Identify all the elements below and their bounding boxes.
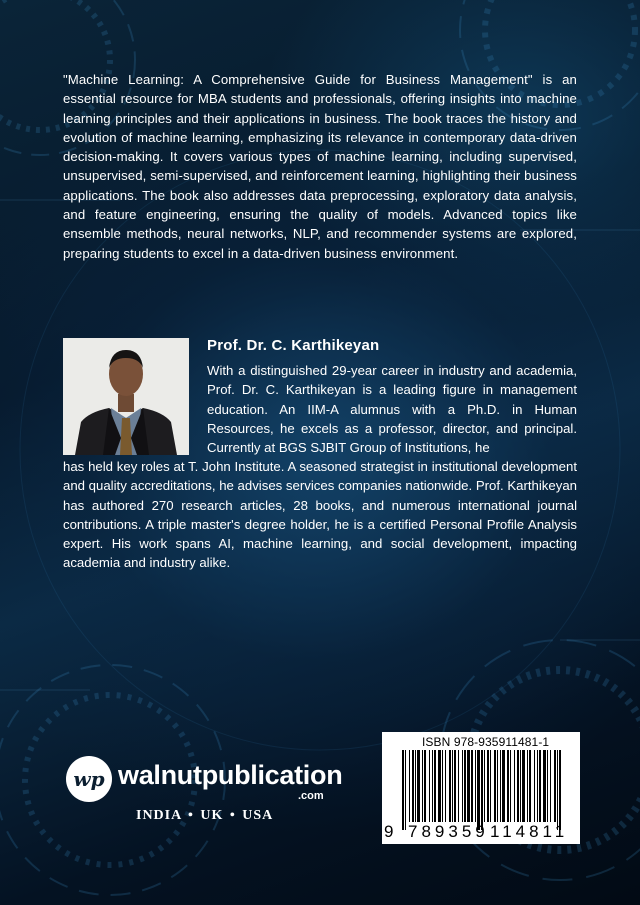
barcode-bar <box>527 750 528 822</box>
barcode-bar <box>517 750 519 822</box>
barcode-bar <box>409 750 410 822</box>
barcode-bar <box>454 750 456 822</box>
barcode-bar <box>405 750 406 830</box>
barcode-bar <box>550 750 551 822</box>
barcode-bar <box>438 750 441 822</box>
author-name: Prof. Dr. C. Karthikeyan <box>207 337 380 354</box>
barcode-bar <box>481 750 483 830</box>
author-photo <box>63 338 189 455</box>
barcode-bar <box>484 750 485 822</box>
publisher-logo-icon: wp <box>66 756 112 802</box>
barcode-bar <box>543 750 546 822</box>
barcode-bar <box>434 750 436 822</box>
barcode-bar <box>539 750 541 822</box>
publisher-name: walnutpublication <box>118 760 343 790</box>
barcode-bar <box>559 750 561 830</box>
barcode-bar <box>417 750 420 822</box>
publisher-block <box>66 756 366 836</box>
barcode-bar <box>520 750 521 822</box>
barcode-bar <box>449 750 451 822</box>
barcode-bar <box>547 750 548 822</box>
barcode-bar <box>422 750 423 822</box>
barcode-bar <box>445 750 446 822</box>
barcode-bar <box>490 750 491 822</box>
barcode-bar <box>458 750 459 822</box>
barcode-bar <box>514 750 515 822</box>
barcode-bar <box>471 750 473 822</box>
barcode-digits <box>382 822 580 844</box>
barcode-bar <box>429 750 430 822</box>
barcode-bar <box>500 750 501 822</box>
isbn-label: ISBN 978-935911481-1 <box>422 735 550 749</box>
book-description: "Machine Learning: A Comprehensive Guide for Business Management" is an essential resource for MBA students and professionals, offering insights into machine learning principles and their applications in business. The book traces the history and evolution of machine learning, emphasizing its relevance in contemporary data-driven decision-making. It covers various types of machine learning, including supervised, unsupervised, semi-supervised, and reinforcement learning, highlighting their business applications. The book also addresses data preprocessing, exploratory data analysis, and feature engineering, ensuring the quality of models. Advanced topics like ensemble methods, neural networks, NLP, and recommender systems are explored, preparing students to excel in a data-driven business environment. <box>63 72 577 261</box>
barcode-bar <box>432 750 433 822</box>
publisher-countries: INDIA • UK • USA <box>136 808 274 823</box>
barcode-bar <box>464 750 466 822</box>
barcode-bar <box>467 750 470 822</box>
author-bio-lower: has held key roles at T. John Institute. A seasoned strategist in institutional development and quality accreditations, he advises services companies nationwide. Prof. Karthikeyan has authored 270 research articles, 28 books, and numerous international journal contributions. A triple master's degree holder, he is a certified Personal Profile Analysis expert. His work spans AI, machine learning, and social development, impacting academia and industry alike. <box>63 459 577 571</box>
barcode-bar <box>442 750 443 822</box>
barcode-bar <box>477 750 480 830</box>
barcode-bar <box>502 750 505 822</box>
barcode-bar <box>475 750 476 822</box>
isbn-barcode <box>382 732 580 844</box>
publisher-domain: .com <box>298 790 324 802</box>
barcode-bar <box>412 750 414 822</box>
barcode-bar <box>557 750 558 830</box>
barcode-bar <box>537 750 538 822</box>
author-bio-upper: With a distinguished 29-year career in industry and academia, Prof. Dr. C. Karthikeyan is a leading figure in management education. An IIM-A alumnus with a Ph.D. in Human Resources, he excels as a professor, director, and principal. Currently at BGS SJBIT Group of Institutions, he <box>207 363 577 456</box>
barcode-digits-right: 114811 <box>490 822 569 841</box>
barcode-digits-left: 789359 <box>408 822 489 841</box>
barcode-bar <box>534 750 535 822</box>
barcode-bar <box>522 750 525 822</box>
barcode-bar <box>494 750 496 822</box>
barcode-digit-first: 9 <box>384 822 394 841</box>
barcode-bar <box>554 750 556 822</box>
barcode-bar <box>424 750 426 822</box>
barcode-bar <box>510 750 511 822</box>
barcode-bar <box>487 750 489 822</box>
barcode-bar <box>402 750 404 830</box>
barcode-bar <box>529 750 531 822</box>
barcode-bar <box>462 750 463 822</box>
barcode-bar <box>497 750 498 822</box>
barcode-bar <box>415 750 416 822</box>
barcode-bar <box>507 750 509 822</box>
barcode-bar <box>452 750 453 822</box>
